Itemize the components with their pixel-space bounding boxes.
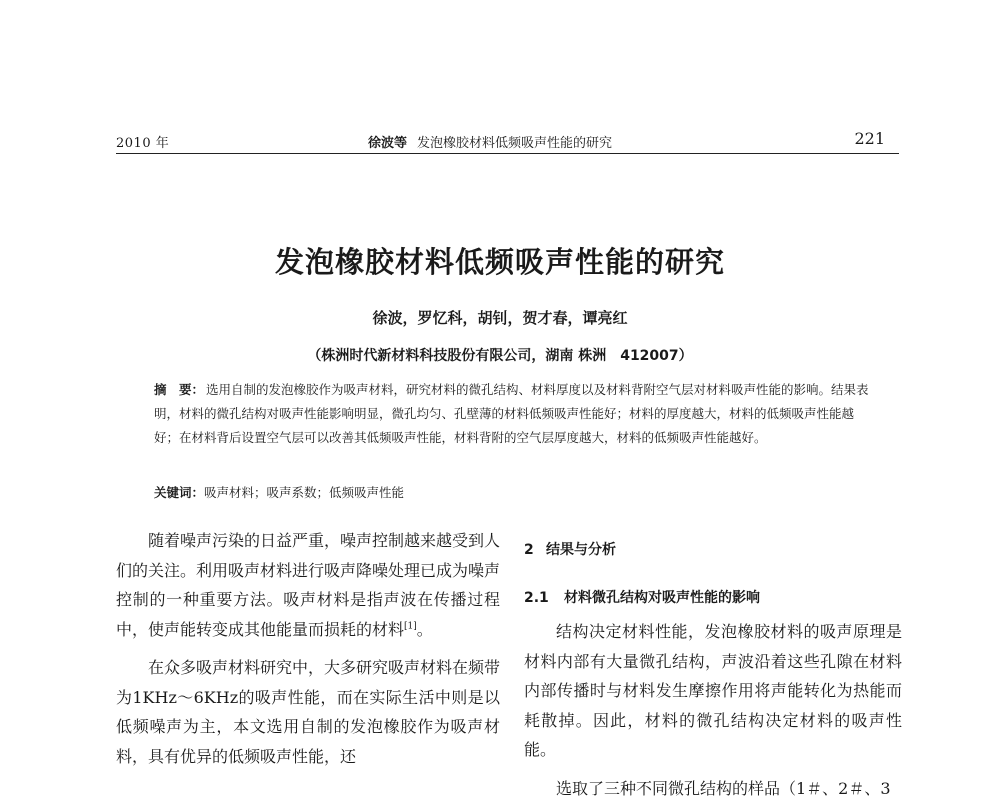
section-heading [524, 536, 902, 566]
page-number: 221 [854, 129, 885, 148]
right-column [524, 536, 902, 812]
abstract-label: 摘 要： [154, 382, 205, 397]
keywords-text: 吸声材料；吸声系数；低频吸声性能 [204, 485, 405, 500]
affiliation: （株洲时代新材料科技股份有限公司，湖南 株洲 412007） [307, 348, 693, 364]
intro-paragraph-1 [116, 526, 500, 644]
header-article-info [368, 132, 612, 151]
intro-text-1: 随着噪声污染的日益严重，噪声控制越来越受到人们的关注。利用吸声材料进行吸声降噪处理已成为噪声控制的一种重要方法。吸声材料是指声波在传播过程中，使声能转变成其他能量而损耗的材料 [116, 531, 501, 639]
author-list: 徐波，罗忆科，胡钊，贺才春，谭亮红 [372, 309, 628, 327]
intro-paragraph-2: 在众多吸声材料研究中，大多研究吸声材料在频带为1KHz～6KHz的吸声性能，而在实际生活中则是以低频噪声为主，本文选用自制的发泡橡胶作为吸声材料，具有优异的低频吸声性能，还 [116, 658, 501, 766]
results-paragraph-2: 选取了三种不同微孔结构的样品（1＃、2＃、3 [556, 778, 891, 798]
subsection-title: 材料微孔结构对吸声性能的影响 [564, 589, 760, 606]
abstract [154, 378, 874, 450]
subsection-number: 2.1 [524, 589, 549, 606]
header-authors: 徐波等 [368, 136, 408, 151]
citation-ref: [1] [404, 621, 417, 632]
results-paragraph-1: 结构决定材料性能，发泡橡胶材料的吸声原理是材料内部有大量微孔结构，声波沿着这些孔隙在材料内部传播时与材料发生摩擦作用将声能转化为热能而耗散掉。因此，材料的微孔结构决定材料的吸声性能。 [524, 622, 902, 759]
keywords [154, 482, 874, 504]
left-column [116, 526, 500, 780]
header-year: 2010 年 [116, 136, 170, 151]
section-number: 2 [524, 542, 534, 558]
article-title: 发泡橡胶材料低频吸声性能的研究 [274, 245, 725, 279]
keywords-label: 关键词： [154, 485, 205, 500]
abstract-text: 选用自制的发泡橡胶作为吸声材料，研究材料的微孔结构、材料厚度以及材料背附空气层对材料吸声性能的影响。结果表明，材料的微孔结构对吸声性能影响明显，微孔均匀、孔壁薄的材料低频吸声性能好；材料的厚度越大，材料的低频吸声性能越好；在材料背后设置空气层可以改善其低频吸声性能，材料背附的空气层厚度越大，材料的低频吸声性能越好。 [154, 382, 869, 445]
running-header [116, 128, 899, 150]
section-title: 结果与分析 [546, 542, 616, 558]
intro-text-1-end: 。 [416, 619, 433, 639]
header-divider [116, 153, 899, 154]
subsection-heading [524, 584, 902, 614]
header-title: 发泡橡胶材料低频吸声性能的研究 [417, 136, 613, 151]
